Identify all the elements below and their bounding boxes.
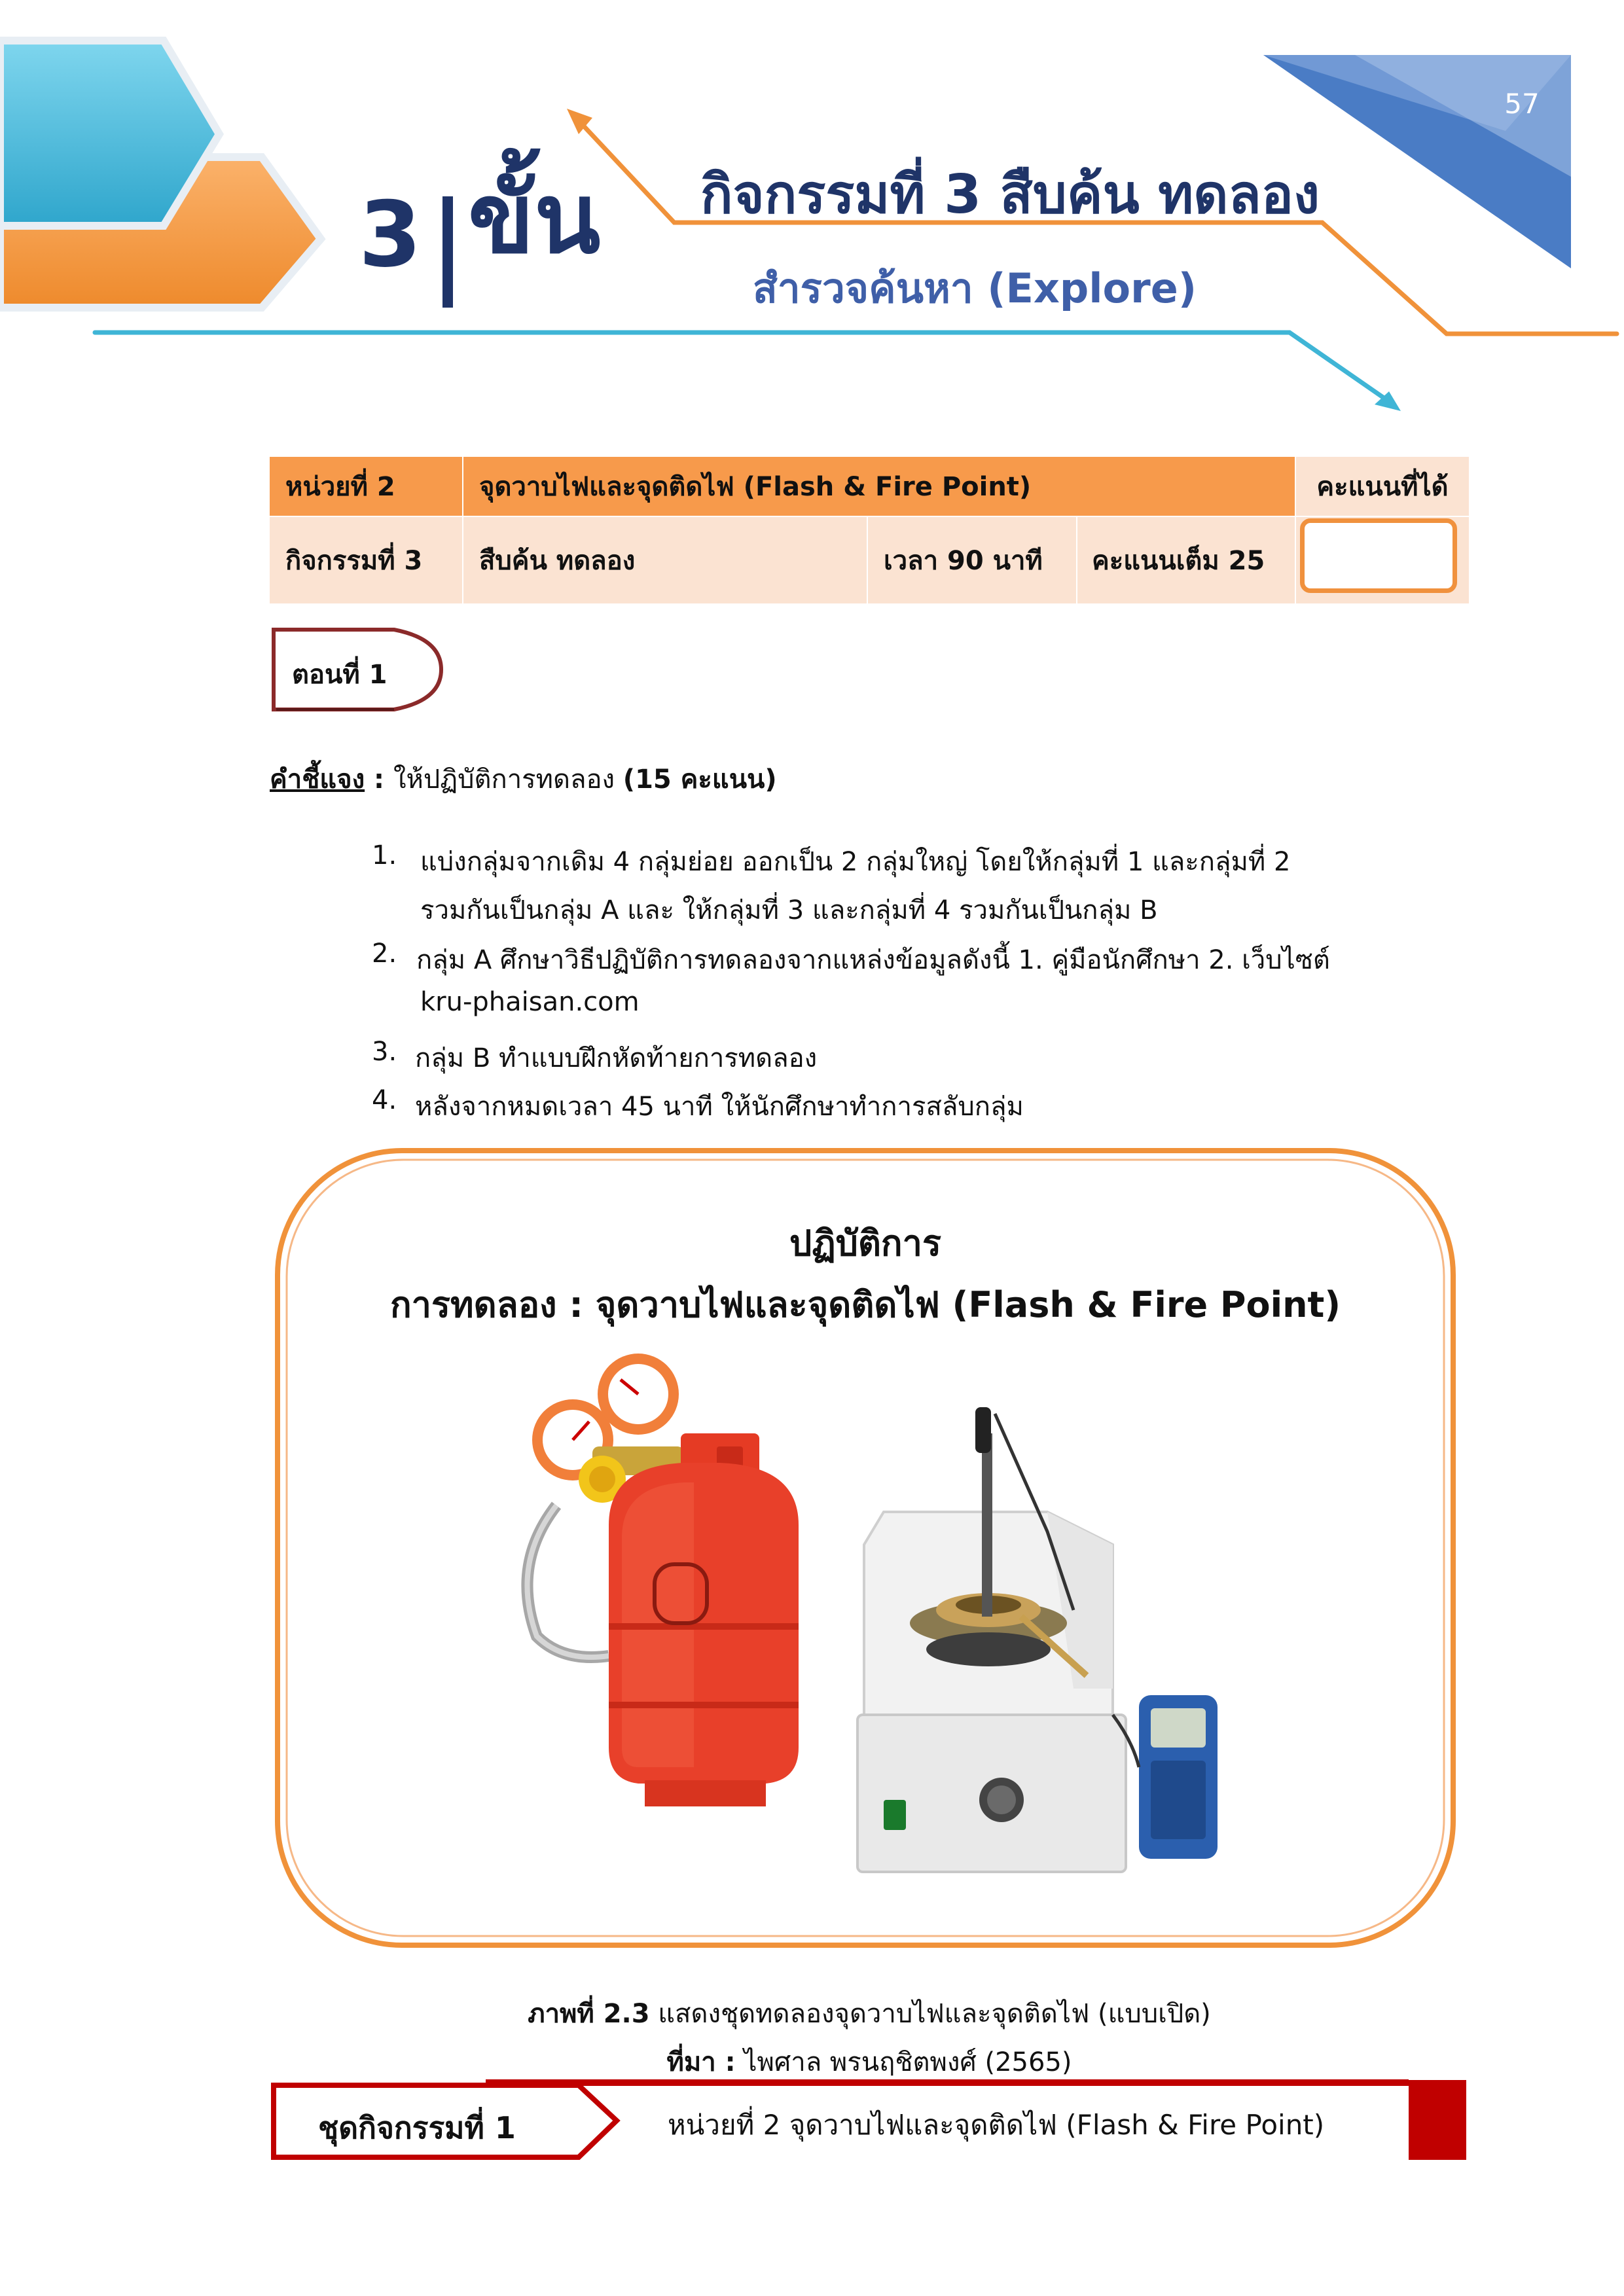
cyan-accent-lines	[95, 332, 1388, 401]
instructions-heading: คำชี้แจง	[270, 764, 365, 795]
step-number: 3	[359, 182, 422, 287]
part-label: ตอนที่ 1	[292, 660, 388, 690]
activity-title: กิจกรรมที่ 3 สืบค้น ทดลอง	[700, 164, 1320, 226]
full-score: คะแนนเต็ม 25	[1076, 517, 1295, 603]
activity-name: สืบค้น ทดลอง	[462, 517, 867, 603]
source-text: ไพศาล พรนฤชิตพงศ์ (2565)	[735, 2047, 1072, 2077]
instructions-colon: :	[365, 764, 393, 795]
flash-point-tester-icon	[857, 1407, 1126, 1872]
unit-info-table	[270, 457, 1469, 603]
list-item-line: รวมกันเป็นกลุ่ม A และ ให้กลุ่มที่ 3 และกลุ่มที่ 4 รวมกันเป็นกลุ่ม B	[420, 895, 1158, 925]
activity-label: กิจกรรมที่ 3	[270, 517, 462, 603]
unit-label: หน่วยที่ 2	[270, 457, 462, 516]
step-word: ขั้น	[468, 162, 601, 275]
instructions-line	[270, 758, 777, 800]
list-item-line: กลุ่ม A ศึกษาวิธีปฏิบัติการทดลองจากแหล่งข้อมูลดังนี้ 1. คู่มือนักศึกษา 2. เว็บไซต์	[416, 945, 1330, 975]
list-item-line: หลังจากหมดเวลา 45 นาที ให้นักศึกษาทำการสลับกลุ่ม	[415, 1092, 1024, 1122]
figure-label: ภาพที่ 2.3	[528, 1999, 650, 2029]
instructions-points: (15 คะแนน)	[623, 764, 777, 795]
score-label: คะแนนที่ได้	[1295, 457, 1469, 516]
source-label: ที่มา :	[666, 2047, 736, 2077]
list-item-number: 3.	[372, 1037, 397, 1067]
list-item-line: kru-phaisan.com	[420, 987, 640, 1017]
figure-caption	[270, 1992, 1469, 2034]
list-item-number: 4.	[372, 1085, 397, 1115]
lab-title-line1: ปฏิบัติการ	[789, 1223, 941, 1264]
gas-cylinder-icon	[609, 1433, 799, 1806]
footer-unit-text: หน่วยที่ 2 จุดวาบไฟและจุดติดไฟ (Flash & Fire Point)	[668, 2109, 1325, 2141]
list-item-number: 1.	[372, 840, 397, 870]
list-item-line: กลุ่ม B ทำแบบฝึกหัดท้ายการทดลอง	[415, 1043, 818, 1073]
digital-thermometer-icon	[1113, 1695, 1218, 1859]
page-number: 57	[1504, 88, 1540, 120]
footer-set-label: ชุดกิจกรรมที่ 1	[318, 2110, 516, 2145]
unit-title: จุดวาบไฟและจุดติดไฟ (Flash & Fire Point)	[462, 457, 1295, 516]
flash-point-apparatus-photo	[458, 1348, 1276, 1937]
activity-time: เวลา 90 นาที	[867, 517, 1076, 603]
lab-title-line2: การทดลอง : จุดวาบไฟและจุดติดไฟ (Flash & Fire Point)	[389, 1284, 1341, 1325]
activity-subtitle: สำรวจค้นหา (Explore)	[753, 264, 1197, 312]
list-item-line: แบ่งกลุ่มจากเดิม 4 กลุ่มย่อย ออกเป็น 2 กลุ่มใหญ่ โดยให้กลุ่มที่ 1 และกลุ่มที่ 2	[420, 847, 1291, 877]
list-item-number: 2.	[372, 939, 397, 969]
score-input-box[interactable]	[1300, 518, 1457, 593]
step-divider	[442, 196, 453, 308]
figure-text: แสดงชุดทดลองจุดวาบไฟและจุดติดไฟ (แบบเปิด)	[649, 1999, 1211, 2029]
instructions-text: ให้ปฏิบัติการทดลอง	[393, 764, 623, 795]
